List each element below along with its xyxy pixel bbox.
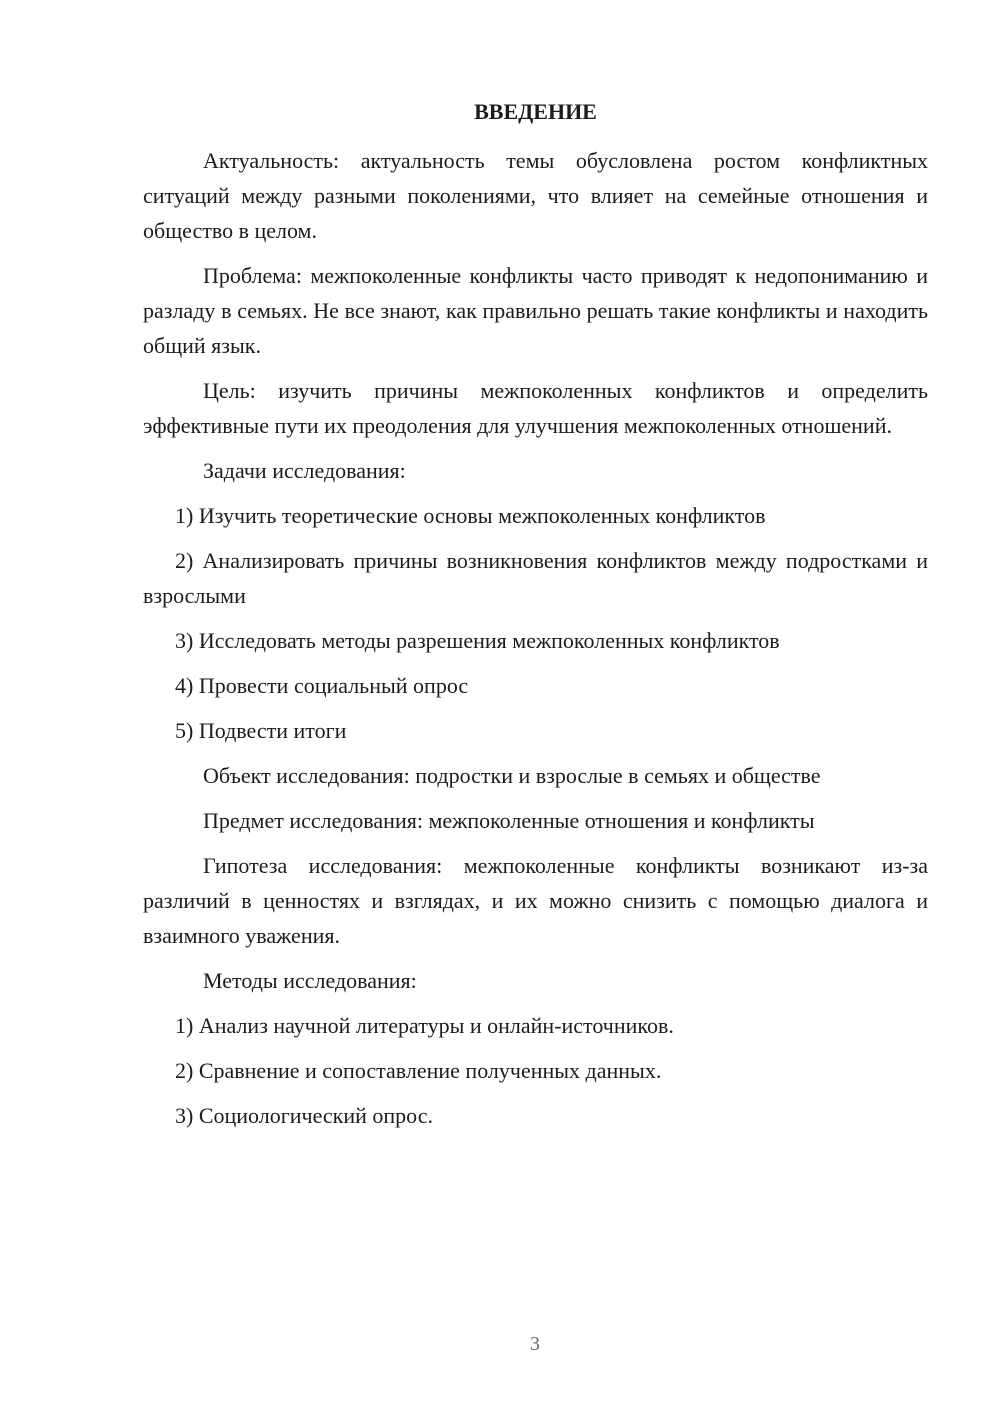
paragraph-actuality: Актуальность: актуальность темы обусловлена ростом конфликтных ситуаций между разными поколениями, что влияет на семейные отношения и общество в целом. <box>143 148 928 243</box>
paragraph-problem: Проблема: межпоколенные конфликты часто приводят к недопониманию и разладу в семьях. Не все знают, как правильно решать такие конфликты и находить общий язык. <box>143 263 928 358</box>
task-item-2: 2) Анализировать причины возникновения конфликтов между подростками и взрослыми <box>143 548 928 608</box>
task-item-5: 5) Подвести итоги <box>175 718 347 743</box>
task-item-4: 4) Провести социальный опрос <box>175 673 469 698</box>
paragraph-goal: Цель: изучить причины межпоколенных конфликтов и определить эффективные пути их преодоления для улучшения межпоколенных отношений. <box>143 378 928 438</box>
method-item-2: 2) Сравнение и сопоставление полученных данных. <box>175 1058 662 1083</box>
paragraph-object: Объект исследования: подростки и взрослые в семьях и обществе <box>203 763 821 788</box>
section-heading: ВВЕДЕНИЕ <box>474 99 597 124</box>
method-item-1: 1) Анализ научной литературы и онлайн-источников. <box>175 1013 674 1038</box>
paragraph-hypothesis: Гипотеза исследования: межпоколенные конфликты возникают из-за различий в ценностях и взглядах, и их можно снизить с помощью диалога и взаимного уважения. <box>143 853 928 948</box>
methods-title: Методы исследования: <box>203 968 417 993</box>
task-item-3: 3) Исследовать методы разрешения межпоколенных конфликтов <box>175 628 780 653</box>
method-item-3: 3) Социологический опрос. <box>175 1103 433 1128</box>
tasks-title: Задачи исследования: <box>203 458 406 483</box>
page-number: 3 <box>530 1333 540 1355</box>
paragraph-subject: Предмет исследования: межпоколенные отношения и конфликты <box>203 808 815 833</box>
task-item-1: 1) Изучить теоретические основы межпоколенных конфликтов <box>175 503 766 528</box>
document-body <box>143 97 928 1143</box>
